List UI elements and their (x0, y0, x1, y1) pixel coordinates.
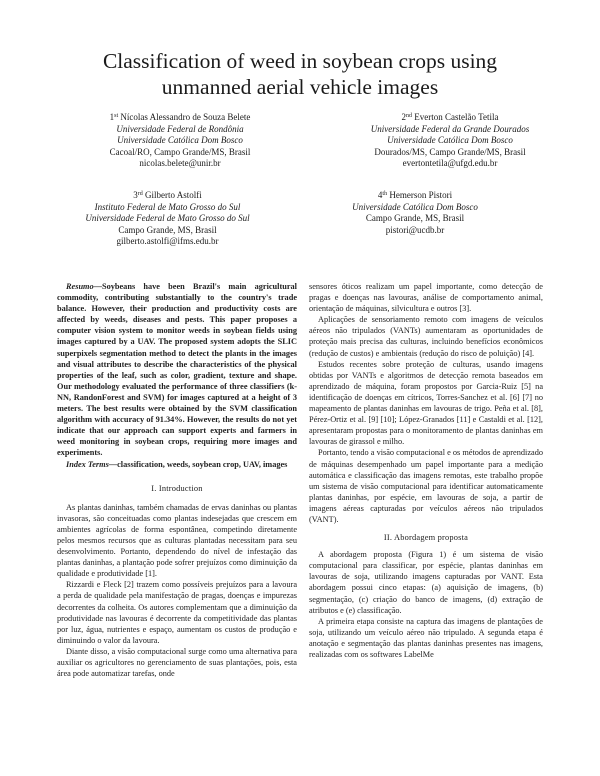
author-location: Campo Grande, MS, Brasil (118, 224, 217, 235)
author-affiliation: Universidade Católica Dom Bosco (387, 135, 513, 146)
section-heading-approach: II. Abordagem proposta (383, 533, 469, 543)
paragraph: Aplicações de sensoriamento remoto com imagens de veículos aéreos não tripulados (VANTs) aumentaram as oportunidades de proteção mais precisa das culturas, incluindo benefícios econômicos (redução de custos) e ambientais (redução do risco de poluição) [4]. (309, 315, 543, 358)
index-terms-label: Index Terms (66, 459, 109, 469)
title-line-1: Classification of weed in soybean crops using (102, 49, 498, 73)
abstract-text: —Soybeans have been Brazil's main agricultural commodity, contributing substantially to the country's trade balance. However, their production and productivity costs are affected by weeds, diseases and pests. This paper proposes a computer vision system to monitor weeds in soybean fields using images captured by a UAV. The proposed system adopts the SLIC superpixels segmentation method to detect the plants in the images and visual attributes to describe the characteristics of the physical properties of the leaf, such as color, gradient, texture and shape. Our methodology evaluated the performance of three classifiers (k-NN, RandonForest and SVM) for images captured at a height of 3 meters. The best results were obtained by the SVM classification algorithm with accuracy of 91.34%. However, the results do not yet indicate that our approach can support experts and farmers in weed monitoring in soybean crops, requiring more images and experiments. (57, 282, 297, 458)
author-affiliation: Universidade Federal da Grande Dourados (370, 123, 530, 134)
author-block-2 (330, 112, 570, 170)
abstract (57, 281, 297, 459)
section-heading-introduction: I. Introduction (151, 483, 203, 493)
paragraph: Portanto, tendo a visão computacional e os métodos de aprendizado de máquinas desempenhado um papel importante para a medição automática e classificação das imagens remotas, este trabalho propõe um sistema de visão computacional para identificar automaticamente plantas daninhas, por espécie, em lavouras de soja, a partir de imagens aéreas capturadas por veículos aéreos não tripulados (VANT). (309, 448, 543, 524)
author-location: Cacoal/RO, Campo Grande/MS, Brasil (109, 146, 251, 157)
index-terms-text: —classification, weeds, soybean crop, UAV, images (108, 459, 288, 469)
author-affiliation: Universidade Federal de Mato Grosso do Sul (85, 213, 250, 224)
author-affiliation: Instituto Federal de Mato Grosso do Sul (94, 201, 241, 212)
abstract-label: Resumo (66, 282, 94, 291)
paragraph: sensores óticos realizam um papel importante, como detecção de pragas e doenças nas lavouras, análise de comportamento animal, orientação de máquinas, silvicultura e outros [3]. (309, 282, 543, 314)
right-column (309, 281, 543, 660)
paragraph: Estudos recentes sobre proteção de culturas, usando imagens obtidas por VANTs e algoritmos de detecção remota baseados em aprendizado de máquina, foram propostos por Garcia-Ruiz [5] na identificação de doenças em cítricos, Torres-Sanchez et al. [6] [7] no mapeamento de plantas daninhas em lavouras de trigo. Peña et al. [8], Pérez-Ortiz et al. [9] [10]; López-Granados [11] e Castaldi et al. [12], apresentaram propostas para o monitoramento de plantas daninhas em lavouras de girassol e milho. (309, 359, 543, 447)
author-block-3 (55, 190, 280, 248)
paragraph: As plantas daninhas, também chamadas de ervas daninhas ou plantas invasoras, são conceituadas como plantas indesejadas que crescem em ambientes agrícolas de forma espontânea, competindo diretamente pelos mesmos recursos que as culturas plantadas necessitam para seu desenvolvimento. Portanto, dependendo do nível de infestação das plantas daninhas, a plantação pode sofrer prejuízos como diminuição da qualidade e produtividade [1]. (57, 502, 297, 579)
paragraph: A abordagem proposta (Figura 1) é um sistema de visão computacional para classificar, por espécie, plantas daninhas em lavouras de soja, utilizando imagens capturadas por VANT. Esta abordagem possui cinco etapas: (a) aquisição de imagens, (b) segmentação, (c) criação do banco de imagens, (d) extração de atributos e (e) classificação. (309, 550, 543, 615)
author-block-4 (305, 190, 525, 236)
author-location: Campo Grande, MS, Brasil (365, 213, 465, 224)
paragraph: A primeira etapa consiste na captura das imagens de plantações de soja, utilizando um veículo aéreo não tripulado. A segunda etapa é anotação e segmentação das plantas daninhas presentes nas imagens, realizadas com os softwares LabelMe (309, 616, 543, 659)
author-name: 2nd Everton Castelão Tetila (401, 112, 499, 122)
author-affiliation: Universidade Federal de Rondônia (116, 123, 244, 134)
author-affiliation: Universidade Católica Dom Bosco (117, 135, 243, 146)
title-line-2: unmanned aerial vehicle images (161, 75, 439, 99)
author-location: Dourados/MS, Campo Grande/MS, Brasil (374, 146, 526, 157)
index-terms (57, 459, 297, 470)
author-affiliation: Universidade Católica Dom Bosco (352, 201, 478, 212)
paper-title (0, 48, 600, 100)
author-name: 4th Hemerson Pistori (377, 190, 453, 200)
author-email: nicolas.belete@unir.br (139, 158, 221, 169)
author-block-1 (55, 112, 305, 170)
left-column (57, 281, 297, 679)
author-email: evertontetila@ufgd.edu.br (402, 158, 498, 169)
author-name: 3rd Gilberto Astolfi (133, 190, 202, 200)
author-email: pistori@ucdb.br (385, 224, 445, 235)
author-email: gilberto.astolfi@ifms.edu.br (116, 236, 219, 247)
author-name: 1st Nícolas Alessandro de Souza Belete (109, 112, 251, 122)
paragraph: Diante disso, a visão computacional surge como uma alternativa para auxiliar os agricultores no gerenciamento de suas plantações, pois, esta área pode automatizar tarefas, onde (57, 646, 297, 679)
paragraph: Rizzardi e Fleck [2] trazem como possíveis prejuízos para a lavoura a perda de qualidade pela manifestação de pragas, doenças e impurezas decorrentes da colheita. Os autores complementam que a diminuição da produtividade nas lavouras é decorrente da competitividade das plantas por luz, água, nutrientes e espaço, aumentam os custos de produção e diminuindo o valor da lavoura. (57, 580, 297, 645)
